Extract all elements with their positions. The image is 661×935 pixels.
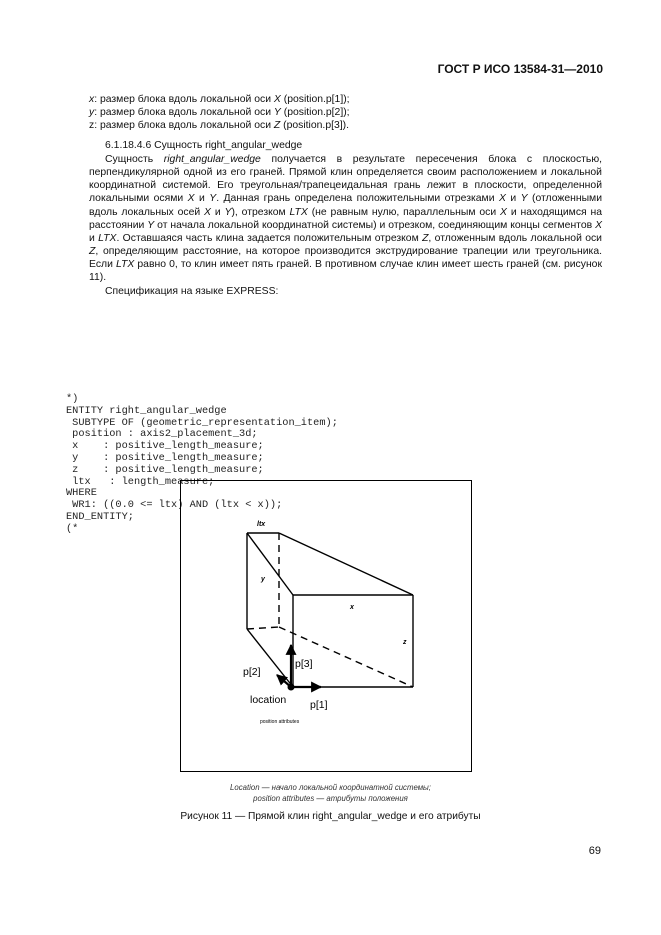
figure-caption: Рисунок 11 — Прямой клин right_angular_wedge и его атрибуты: [180, 811, 481, 822]
code-line: y : positive_length_measure;: [66, 451, 264, 464]
attr-axis: Z: [273, 120, 281, 131]
label-z: z: [403, 639, 407, 646]
section-heading: 6.1.18.4.6 Сущность right_angular_wedge: [105, 140, 303, 151]
attr-text: : размер блока вдоль локальной оси: [94, 107, 274, 118]
page-number: 69: [588, 845, 601, 857]
attr-name: z: [89, 120, 95, 131]
hidden-back-edge: [247, 627, 279, 629]
code-line: position : axis2_placement_3d;: [66, 428, 258, 441]
label-p2: p[2]: [243, 666, 261, 678]
attr-ref: (position.p[3]).: [280, 120, 349, 131]
code-line: SUBTYPE OF (geometric_representation_item);: [66, 416, 338, 429]
label-p3: p[3]: [295, 658, 313, 670]
attribute-z-line: [89, 119, 349, 132]
attr-name: x: [89, 94, 95, 105]
label-ltx: ltx: [257, 521, 266, 528]
attr-name: y: [89, 107, 95, 118]
code-line: x : positive_length_measure;: [66, 440, 264, 453]
wedge-diagram: [181, 481, 473, 773]
top-left-edge: [247, 533, 293, 595]
attr-text: : размер блока вдоль локальной оси: [94, 94, 274, 105]
hidden-diagonal-edge: [279, 627, 413, 687]
code-line: *): [66, 393, 79, 405]
attr-ref: (position.p[1]);: [280, 94, 350, 105]
attr-axis: Y: [273, 107, 281, 118]
code-line: ltx : length_measure;: [66, 475, 215, 488]
express-spec-label: Спецификация на языке EXPRESS:: [105, 286, 279, 297]
figure-note-2: position attributes — атрибуты положения: [253, 794, 408, 803]
code-line: ENTITY right_angular_wedge: [66, 404, 227, 417]
top-slope-edge: [279, 533, 413, 595]
label-position-attributes: position attributes: [260, 719, 300, 725]
label-p1: p[1]: [310, 699, 328, 711]
attribute-x-line: [89, 93, 350, 106]
code-line: END_ENTITY;: [66, 510, 134, 523]
attr-axis: X: [273, 94, 281, 105]
attr-text: : размер блока вдоль локальной оси: [94, 120, 274, 131]
attr-ref: (position.p[2]);: [280, 107, 350, 118]
label-y: y: [261, 576, 265, 583]
figure-note-1: Location — начало локальной координатной системы;: [230, 783, 431, 792]
label-location: location: [250, 694, 287, 706]
attribute-y-line: [89, 106, 350, 119]
code-line: (*: [66, 522, 79, 535]
code-line: WR1: ((0.0 <= ltx) AND (ltx < x));: [66, 499, 283, 512]
body-paragraph: Сущность right_angular_wedge получается в результате пересечения блока с плоскостью, перпендикулярной одной из его граней. Прямой клин определяется своим расположением и локальной координатной системой. Его треугольная/трапецеидальная грань лежит в плоскости, определенной локальными осями X и Y. Данная грань определена положительными отрезками X и Y (отложенными вдоль локальных осей X и Y), отрезком LTX (не равным нулю, параллельным оси X и находящимся на расстоянии Y от начала локальной координатной системы) и отрезком, соединяющим концы сегментов X и LTX. Оставшаяся часть клина задается положительным отрезком Z, отложенным вдоль локальной оси Z, определяющим расстояние, на которое производится экструдирование трапеции или треугольника. Если LTX равно 0, то клин имеет пять граней. В противном случае клин имеет шесть граней (см. рисунок 11).: [89, 154, 603, 284]
code-line: WHERE: [66, 487, 97, 500]
wedge-figure: [180, 480, 472, 772]
label-x: x: [350, 604, 354, 611]
bottom-left-edge: [247, 629, 293, 687]
location-point: [288, 684, 295, 691]
document-header: ГОСТ Р ИСО 13584-31—2010: [437, 62, 603, 76]
code-line: z : positive_length_measure;: [66, 463, 264, 476]
